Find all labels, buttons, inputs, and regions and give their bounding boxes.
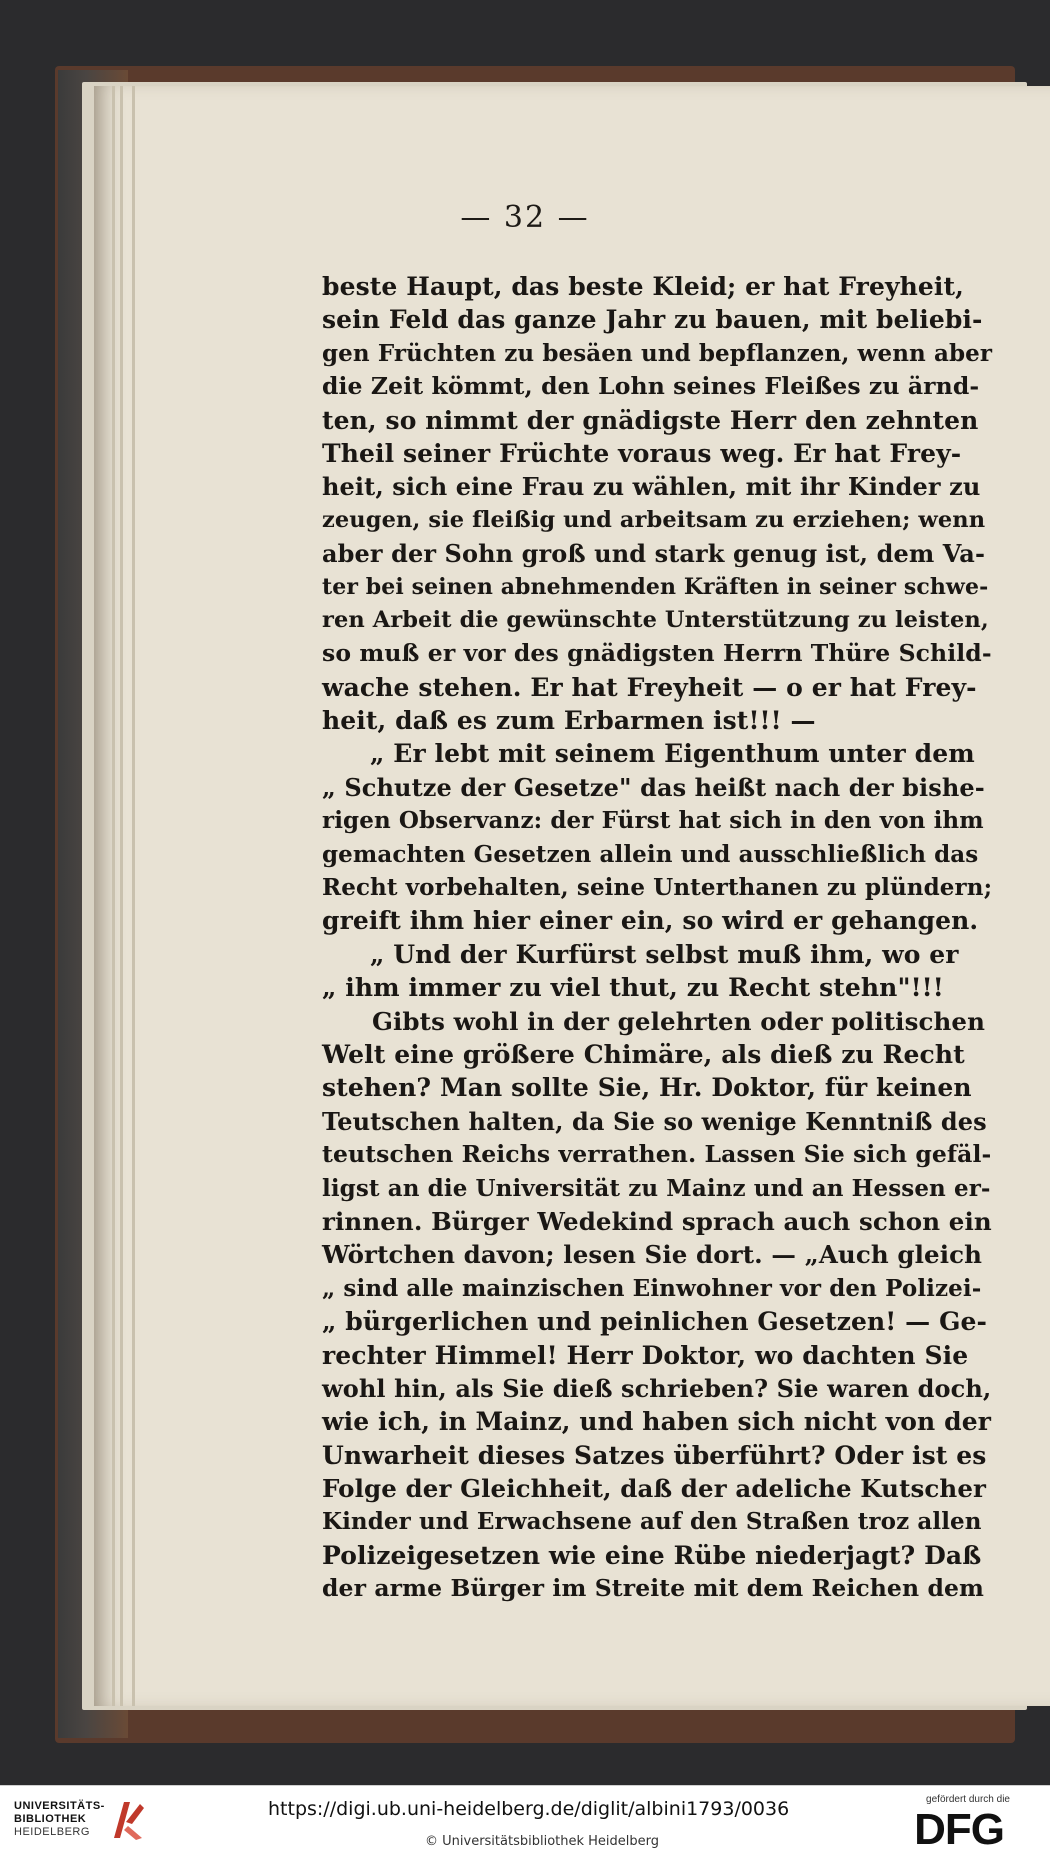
text-line: „ Schutze der Gesetze" das heißt nach der bishe- — [322, 772, 985, 802]
text-line: rechter Himmel! Herr Doktor, wo dachten Sie — [322, 1340, 969, 1370]
library-logo-icon — [110, 1798, 146, 1842]
text-line: wache stehen. Er hat Freyheit — o er hat Frey- — [322, 672, 977, 702]
page-edge — [132, 86, 135, 1706]
permalink-url[interactable]: https://digi.ub.uni-heidelberg.de/diglit/albini1793/0036 — [268, 1798, 790, 1820]
text-line: teutschen Reichs verrathen. Lassen Sie sich gefäl- — [322, 1140, 992, 1169]
text-line: Theil seiner Früchte voraus weg. Er hat Frey- — [322, 438, 962, 468]
text-line: zeugen, sie fleißig und arbeitsam zu erziehen; wenn — [322, 506, 986, 533]
text-line: ter bei seinen abnehmenden Kräften in seiner schwe- — [322, 573, 989, 600]
library-logo-text — [14, 1800, 105, 1839]
copyright-text: © Universitätsbibliothek Heidelberg — [425, 1834, 660, 1849]
text-line: heit, sich eine Frau zu wählen, mit ihr Kinder zu — [322, 472, 981, 502]
text-line: der arme Bürger im Streite mit dem Reichen dem — [322, 1574, 985, 1603]
text-line: rigen Observanz: der Fürst hat sich in den von ihm — [322, 807, 984, 835]
text-line: gen Früchten zu besäen und bepflanzen, wenn aber — [322, 339, 993, 367]
text-line: Wörtchen davon; lesen Sie dort. — „Auch gleich — [322, 1240, 983, 1270]
page-number: — 32 — — [460, 200, 590, 235]
page-edge — [112, 86, 115, 1706]
text-line: Gibts wohl in der gelehrten oder politischen — [372, 1006, 985, 1036]
page-edge — [120, 86, 123, 1706]
text-line: gemachten Gesetzen allein und ausschließlich das — [322, 840, 979, 868]
dfg-logo: DFG — [914, 1805, 1004, 1854]
footer-bar — [0, 1785, 1050, 1862]
text-line: wie ich, in Mainz, und haben sich nicht von der — [322, 1407, 991, 1437]
text-line: Unwarheit dieses Satzes überführt? Oder ist es — [322, 1440, 987, 1470]
text-line: rinnen. Bürger Wedekind sprach auch schon ein — [322, 1206, 992, 1236]
text-line: sein Feld das ganze Jahr zu bauen, mit beliebi- — [322, 305, 983, 335]
logo-line-1: UNIVERSITÄTS- — [14, 1800, 105, 1812]
text-line: so muß er vor des gnädigsten Herrn Thüre Schild- — [322, 639, 992, 668]
funded-by-text: gefördert durch die — [926, 1794, 1010, 1805]
text-line: Polizeigesetzen wie eine Rübe niederjagt? Daß — [322, 1540, 982, 1570]
text-line: „ ihm immer zu viel thut, zu Recht stehn"!!! — [322, 973, 944, 1003]
text-line: die Zeit kömmt, den Lohn seines Fleißes zu ärnd- — [322, 372, 980, 401]
text-line: Folge der Gleichheit, daß der adeliche Kutscher — [322, 1474, 987, 1504]
text-line: „ bürgerlichen und peinlichen Gesetzen! — Ge- — [322, 1307, 987, 1337]
text-line: „ Und der Kurfürst selbst muß ihm, wo er — [370, 939, 959, 969]
text-line: heit, daß es zum Erbarmen ist!!! — — [322, 706, 816, 736]
text-line: „ Er lebt mit seinem Eigenthum unter dem — [370, 739, 975, 769]
text-line: beste Haupt, das beste Kleid; er hat Freyheit, — [322, 272, 964, 301]
text-line: „ sind alle mainzischen Einwohner vor den Polizei- — [322, 1274, 982, 1302]
text-line: Welt eine größere Chimäre, als dieß zu Recht — [322, 1039, 965, 1069]
logo-line-2: BIBLIOTHEK — [14, 1813, 87, 1825]
text-block — [322, 270, 992, 1606]
text-line: ten, so nimmt der gnädigste Herr den zehnten — [322, 405, 979, 435]
text-line: greift ihm hier einer ein, so wird er gehangen. — [322, 906, 979, 936]
text-line: Teutschen halten, da Sie so wenige Kenntniß des — [322, 1106, 987, 1136]
logo-line-3: HEIDELBERG — [14, 1826, 90, 1838]
text-line: Recht vorbehalten, seine Unterthanen zu plündern; — [322, 874, 993, 902]
text-line: ren Arbeit die gewünschte Unterstützung zu leisten, — [322, 606, 989, 633]
text-line: aber der Sohn groß und stark genug ist, dem Va- — [322, 539, 986, 569]
text-line: stehen? Man sollte Sie, Hr. Doktor, für keinen — [322, 1073, 972, 1103]
text-line: ligst an die Universität zu Mainz und an Hessen er- — [322, 1174, 991, 1202]
text-line: Kinder und Erwachsene auf den Straßen troz allen — [322, 1508, 982, 1536]
text-line: wohl hin, als Sie dieß schrieben? Sie waren doch, — [322, 1373, 992, 1403]
